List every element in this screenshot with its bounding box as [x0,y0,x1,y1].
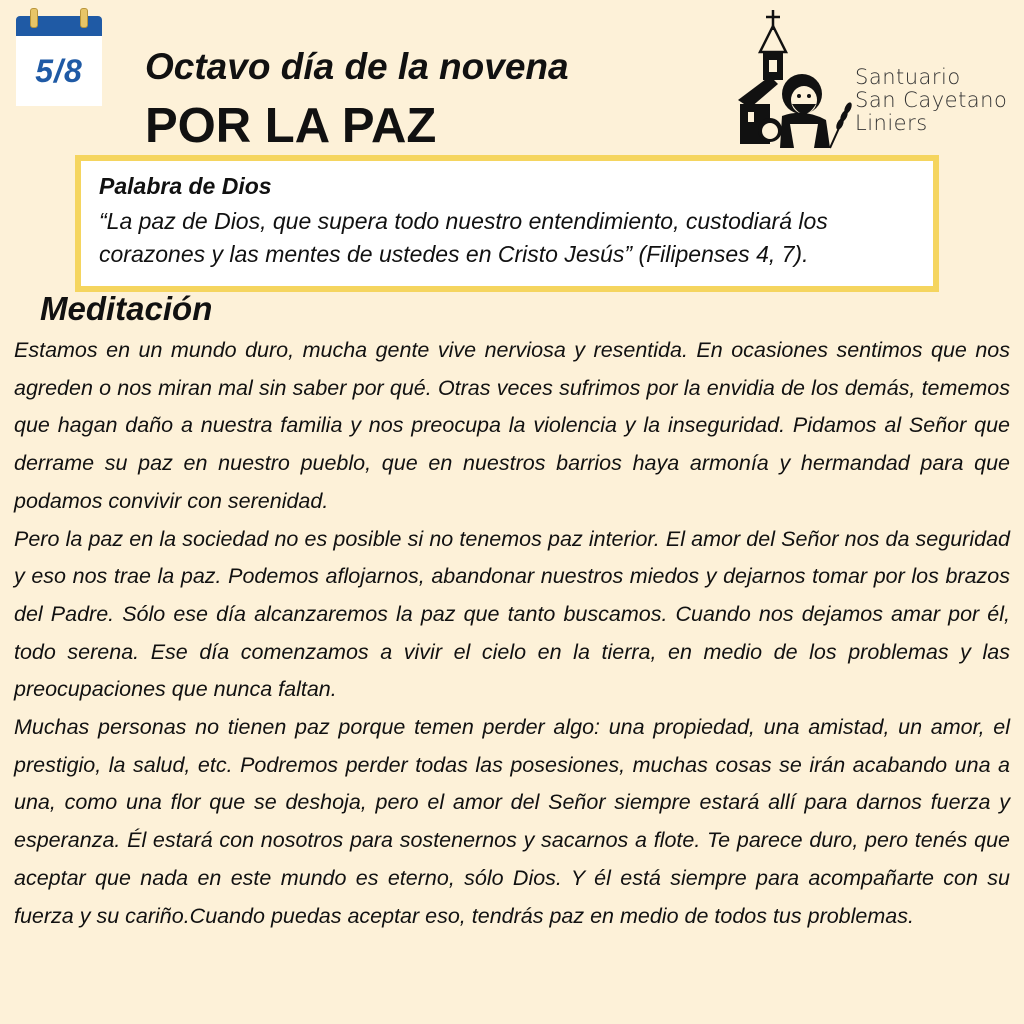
meditation-paragraph: Pero la paz en la sociedad no es posible si no tenemos paz interior. El amor del Señor nos da seguridad y eso nos trae la paz. Podemos aflojarnos, abandonar nuestros miedos y dejarnos tomar por los brazos del Padre. Sólo ese día alcanzaremos la paz que tanto buscamos. Cuando nos dejamos amar por él, todo serena. Ese día comenzamos a vivir el cielo en la tierra, en medio de los problemas y las preocupaciones que nunca faltan. [14,526,1010,702]
verse-box [75,155,939,292]
calendar-icon [16,8,102,98]
sanctuary-logo-icon [730,8,860,153]
logo-line: Liniers [855,111,928,135]
verse-heading: Palabra de Dios [99,173,272,199]
calendar-body [16,36,102,106]
calendar-ring-right [80,8,88,28]
meditation-body [14,332,1010,935]
logo-line: San Cayetano [855,88,1008,112]
meditation-paragraph: Muchas personas no tienen paz porque temen perder algo: una propiedad, una amistad, un amor, el prestigio, la salud, etc. Podremos perder todas las posesiones, muchas cosas se irán acabando una a una, como una flor que se deshoja, pero el amor del Señor siempre estará allí para darnos fuerza y esperanza. Él estará con nosotros para sostenernos y sacarnos a flote. Te parece duro, pero tenés que aceptar que nada en este mundo es eterno, sólo Dios. Y él está siempre para acompañarte con su fuerza y su cariño.Cuando puedas aceptar eso, tendrás paz en medio de todos tus problemas. [14,715,1010,928]
calendar-date: 5/8 [35,52,83,89]
meditation-paragraph: Estamos en un mundo duro, mucha gente vive nerviosa y resentida. En ocasiones sentimos que nos agreden o nos miran mal sin saber por qué. Otras veces sufrimos por la envidia de los demás, tememos que hagan daño a nuestra familia y nos preocupa la violencia y la inseguridad. Pidamos al Señor que derrame su paz en nuestro pueblo, que en nuestros barrios haya armonía y hermandad para que podamos convivir con serenidad. [14,338,1010,513]
calendar-header [16,16,102,36]
page-title: POR LA PAZ [145,99,437,153]
verse-text: “La paz de Dios, que supera todo nuestro entendimiento, custodiará los corazones y las mentes de ustedes en Cristo Jesús” (Filipenses 4, 7). [99,208,828,267]
page-subtitle: Octavo día de la novena [145,46,569,87]
logo-line: Santuario [855,65,961,89]
calendar-ring-left [30,8,38,28]
logo-text [855,66,1007,135]
meditation-heading: Meditación [40,290,213,327]
